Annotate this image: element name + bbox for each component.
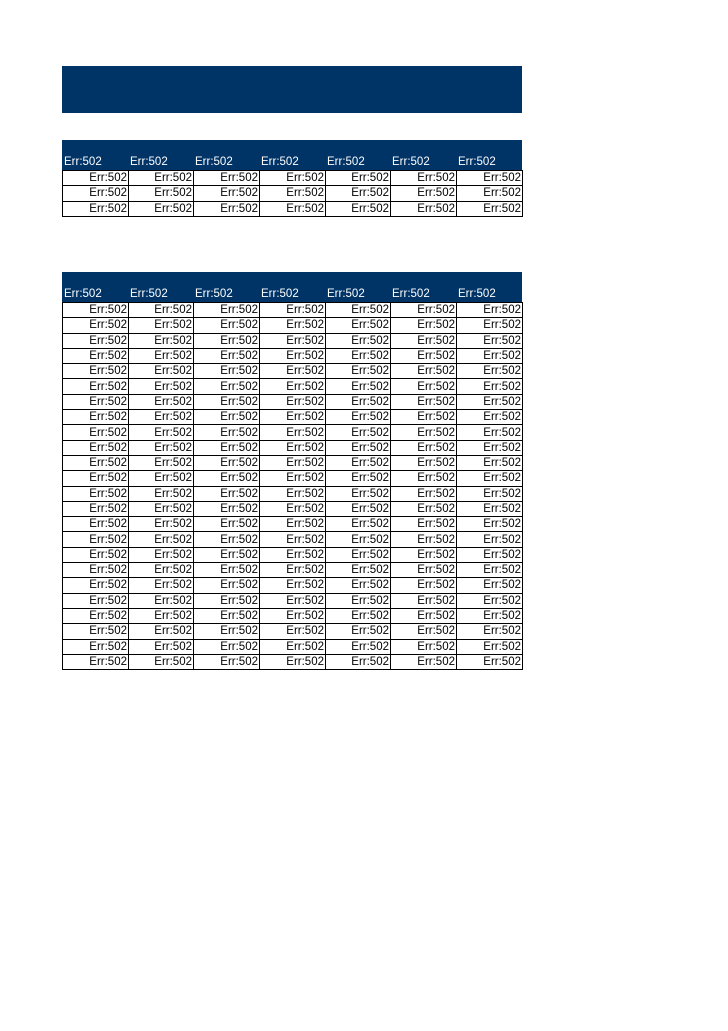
table-row — [63, 593, 523, 608]
summary-table-grid — [62, 170, 523, 217]
table-cell: Err:502 — [260, 440, 326, 455]
table-cell: Err:502 — [391, 608, 457, 623]
column-header: Err:502 — [458, 156, 496, 168]
table-cell: Err:502 — [260, 593, 326, 608]
table-cell: Err:502 — [63, 333, 129, 348]
table-cell: Err:502 — [457, 593, 523, 608]
table-cell: Err:502 — [260, 578, 326, 593]
table-row — [63, 547, 523, 562]
table-cell: Err:502 — [391, 394, 457, 409]
table-cell: Err:502 — [129, 186, 194, 201]
table-cell: Err:502 — [194, 608, 260, 623]
table-row — [63, 440, 523, 455]
table-cell: Err:502 — [260, 501, 326, 516]
table-cell: Err:502 — [129, 440, 194, 455]
table-cell: Err:502 — [194, 201, 260, 216]
table-cell: Err:502 — [391, 171, 457, 186]
table-cell: Err:502 — [457, 624, 523, 639]
table-cell: Err:502 — [391, 563, 457, 578]
table-cell: Err:502 — [326, 348, 391, 363]
column-header: Err:502 — [64, 288, 102, 300]
table-cell: Err:502 — [457, 410, 523, 425]
table-cell: Err:502 — [326, 532, 391, 547]
table-cell: Err:502 — [457, 201, 523, 216]
table-cell: Err:502 — [391, 410, 457, 425]
table-cell: Err:502 — [326, 364, 391, 379]
table-cell: Err:502 — [194, 639, 260, 654]
table-cell: Err:502 — [63, 318, 129, 333]
table-cell: Err:502 — [391, 455, 457, 470]
title-banner — [62, 66, 522, 113]
table-cell: Err:502 — [194, 654, 260, 669]
table-cell: Err:502 — [260, 318, 326, 333]
table-cell: Err:502 — [260, 471, 326, 486]
table-cell: Err:502 — [326, 455, 391, 470]
table-row — [63, 578, 523, 593]
table-cell: Err:502 — [457, 578, 523, 593]
table-cell: Err:502 — [260, 455, 326, 470]
table-row — [63, 186, 523, 201]
table-cell: Err:502 — [129, 455, 194, 470]
table-cell: Err:502 — [129, 364, 194, 379]
table-cell: Err:502 — [457, 563, 523, 578]
table-cell: Err:502 — [457, 318, 523, 333]
table-cell: Err:502 — [129, 471, 194, 486]
table-cell: Err:502 — [457, 547, 523, 562]
table-cell: Err:502 — [457, 364, 523, 379]
table-cell: Err:502 — [326, 501, 391, 516]
table-row — [63, 455, 523, 470]
table-row — [63, 654, 523, 669]
detail-table-grid — [62, 302, 523, 670]
table-cell: Err:502 — [63, 348, 129, 363]
table-cell: Err:502 — [194, 563, 260, 578]
table-cell: Err:502 — [194, 440, 260, 455]
table-cell: Err:502 — [194, 471, 260, 486]
table-cell: Err:502 — [63, 394, 129, 409]
table-cell: Err:502 — [129, 425, 194, 440]
table-cell: Err:502 — [457, 440, 523, 455]
table-cell: Err:502 — [391, 318, 457, 333]
table-cell: Err:502 — [194, 348, 260, 363]
table-cell: Err:502 — [457, 608, 523, 623]
table-cell: Err:502 — [194, 333, 260, 348]
table-cell: Err:502 — [63, 201, 129, 216]
table-cell: Err:502 — [129, 608, 194, 623]
column-header: Err:502 — [261, 288, 299, 300]
detail-table — [62, 272, 522, 670]
table-cell: Err:502 — [129, 624, 194, 639]
table-cell: Err:502 — [63, 578, 129, 593]
table-row — [63, 303, 523, 318]
table-cell: Err:502 — [391, 593, 457, 608]
table-row — [63, 532, 523, 547]
table-cell: Err:502 — [129, 333, 194, 348]
table-cell: Err:502 — [457, 639, 523, 654]
column-header: Err:502 — [392, 288, 430, 300]
table-cell: Err:502 — [63, 410, 129, 425]
table-cell: Err:502 — [457, 425, 523, 440]
table-cell: Err:502 — [391, 547, 457, 562]
summary-table — [62, 140, 522, 217]
table-cell: Err:502 — [391, 578, 457, 593]
column-header: Err:502 — [458, 288, 496, 300]
table-cell: Err:502 — [391, 425, 457, 440]
table-cell: Err:502 — [129, 501, 194, 516]
column-header: Err:502 — [327, 156, 365, 168]
table-cell: Err:502 — [391, 471, 457, 486]
summary-table-header-band — [62, 140, 522, 170]
table-row — [63, 563, 523, 578]
table-row — [63, 410, 523, 425]
table-row — [63, 517, 523, 532]
table-cell: Err:502 — [260, 624, 326, 639]
table-cell: Err:502 — [260, 654, 326, 669]
table-row — [63, 608, 523, 623]
table-cell: Err:502 — [194, 517, 260, 532]
table-cell: Err:502 — [63, 517, 129, 532]
table-cell: Err:502 — [63, 624, 129, 639]
table-cell: Err:502 — [63, 654, 129, 669]
table-cell: Err:502 — [194, 455, 260, 470]
table-cell: Err:502 — [194, 379, 260, 394]
table-cell: Err:502 — [326, 186, 391, 201]
table-cell: Err:502 — [63, 186, 129, 201]
table-row — [63, 171, 523, 186]
table-cell: Err:502 — [326, 440, 391, 455]
table-cell: Err:502 — [63, 639, 129, 654]
table-cell: Err:502 — [260, 532, 326, 547]
table-cell: Err:502 — [391, 501, 457, 516]
table-cell: Err:502 — [326, 517, 391, 532]
table-cell: Err:502 — [391, 201, 457, 216]
table-cell: Err:502 — [391, 517, 457, 532]
column-header: Err:502 — [130, 288, 168, 300]
table-row — [63, 364, 523, 379]
table-cell: Err:502 — [326, 547, 391, 562]
table-row — [63, 486, 523, 501]
table-cell: Err:502 — [326, 333, 391, 348]
table-cell: Err:502 — [129, 410, 194, 425]
table-cell: Err:502 — [63, 471, 129, 486]
column-header: Err:502 — [64, 156, 102, 168]
column-header: Err:502 — [195, 288, 233, 300]
table-cell: Err:502 — [260, 333, 326, 348]
table-cell: Err:502 — [194, 364, 260, 379]
detail-table-header-band — [62, 272, 522, 302]
table-cell: Err:502 — [457, 333, 523, 348]
table-cell: Err:502 — [129, 303, 194, 318]
table-cell: Err:502 — [260, 348, 326, 363]
table-cell: Err:502 — [326, 486, 391, 501]
table-cell: Err:502 — [391, 624, 457, 639]
table-cell: Err:502 — [194, 547, 260, 562]
table-cell: Err:502 — [194, 410, 260, 425]
table-cell: Err:502 — [457, 186, 523, 201]
table-cell: Err:502 — [129, 348, 194, 363]
table-cell: Err:502 — [129, 486, 194, 501]
table-cell: Err:502 — [260, 394, 326, 409]
table-row — [63, 425, 523, 440]
table-cell: Err:502 — [457, 486, 523, 501]
table-cell: Err:502 — [194, 593, 260, 608]
table-cell: Err:502 — [391, 532, 457, 547]
table-cell: Err:502 — [63, 440, 129, 455]
table-cell: Err:502 — [457, 654, 523, 669]
table-cell: Err:502 — [391, 186, 457, 201]
table-row — [63, 639, 523, 654]
table-cell: Err:502 — [63, 364, 129, 379]
table-cell: Err:502 — [129, 547, 194, 562]
table-cell: Err:502 — [194, 578, 260, 593]
table-cell: Err:502 — [457, 379, 523, 394]
table-cell: Err:502 — [260, 379, 326, 394]
table-cell: Err:502 — [457, 455, 523, 470]
table-cell: Err:502 — [129, 532, 194, 547]
table-cell: Err:502 — [326, 624, 391, 639]
table-cell: Err:502 — [326, 425, 391, 440]
table-cell: Err:502 — [260, 410, 326, 425]
table-cell: Err:502 — [129, 517, 194, 532]
table-cell: Err:502 — [194, 624, 260, 639]
table-cell: Err:502 — [260, 186, 326, 201]
table-cell: Err:502 — [391, 440, 457, 455]
table-row — [63, 201, 523, 216]
table-cell: Err:502 — [260, 364, 326, 379]
table-cell: Err:502 — [391, 303, 457, 318]
table-cell: Err:502 — [260, 171, 326, 186]
table-cell: Err:502 — [63, 171, 129, 186]
table-cell: Err:502 — [260, 639, 326, 654]
table-row — [63, 624, 523, 639]
table-cell: Err:502 — [63, 379, 129, 394]
table-cell: Err:502 — [391, 348, 457, 363]
table-cell: Err:502 — [326, 608, 391, 623]
table-cell: Err:502 — [260, 201, 326, 216]
table-cell: Err:502 — [194, 394, 260, 409]
table-cell: Err:502 — [194, 486, 260, 501]
table-cell: Err:502 — [194, 303, 260, 318]
table-cell: Err:502 — [129, 379, 194, 394]
table-cell: Err:502 — [326, 379, 391, 394]
table-cell: Err:502 — [326, 593, 391, 608]
table-cell: Err:502 — [260, 517, 326, 532]
table-cell: Err:502 — [194, 532, 260, 547]
table-cell: Err:502 — [391, 639, 457, 654]
table-row — [63, 471, 523, 486]
table-cell: Err:502 — [129, 639, 194, 654]
table-cell: Err:502 — [129, 318, 194, 333]
column-header: Err:502 — [130, 156, 168, 168]
table-cell: Err:502 — [63, 486, 129, 501]
table-cell: Err:502 — [457, 471, 523, 486]
table-cell: Err:502 — [129, 654, 194, 669]
table-cell: Err:502 — [391, 379, 457, 394]
table-cell: Err:502 — [260, 303, 326, 318]
table-cell: Err:502 — [194, 186, 260, 201]
table-row — [63, 318, 523, 333]
table-cell: Err:502 — [326, 318, 391, 333]
table-cell: Err:502 — [63, 532, 129, 547]
table-cell: Err:502 — [326, 563, 391, 578]
table-cell: Err:502 — [260, 486, 326, 501]
table-cell: Err:502 — [457, 532, 523, 547]
column-header: Err:502 — [195, 156, 233, 168]
table-cell: Err:502 — [457, 303, 523, 318]
table-cell: Err:502 — [326, 654, 391, 669]
table-cell: Err:502 — [63, 593, 129, 608]
table-cell: Err:502 — [63, 455, 129, 470]
table-cell: Err:502 — [391, 364, 457, 379]
table-cell: Err:502 — [129, 394, 194, 409]
table-cell: Err:502 — [391, 486, 457, 501]
detail-table-header-row — [62, 286, 522, 302]
table-cell: Err:502 — [260, 425, 326, 440]
table-row — [63, 379, 523, 394]
table-cell: Err:502 — [457, 394, 523, 409]
summary-table-header-row — [62, 154, 522, 170]
table-row — [63, 501, 523, 516]
table-cell: Err:502 — [326, 410, 391, 425]
table-cell: Err:502 — [129, 171, 194, 186]
table-cell: Err:502 — [391, 654, 457, 669]
table-cell: Err:502 — [260, 563, 326, 578]
table-cell: Err:502 — [194, 501, 260, 516]
table-cell: Err:502 — [129, 563, 194, 578]
table-row — [63, 348, 523, 363]
table-cell: Err:502 — [326, 201, 391, 216]
table-cell: Err:502 — [194, 171, 260, 186]
table-row — [63, 394, 523, 409]
table-cell: Err:502 — [326, 578, 391, 593]
table-cell: Err:502 — [63, 303, 129, 318]
table-cell: Err:502 — [63, 425, 129, 440]
table-cell: Err:502 — [129, 578, 194, 593]
table-cell: Err:502 — [391, 333, 457, 348]
table-cell: Err:502 — [63, 501, 129, 516]
table-cell: Err:502 — [326, 639, 391, 654]
table-cell: Err:502 — [260, 608, 326, 623]
table-row — [63, 333, 523, 348]
table-cell: Err:502 — [457, 517, 523, 532]
table-cell: Err:502 — [457, 501, 523, 516]
table-cell: Err:502 — [326, 394, 391, 409]
table-cell: Err:502 — [63, 563, 129, 578]
table-cell: Err:502 — [129, 201, 194, 216]
table-cell: Err:502 — [63, 608, 129, 623]
column-header: Err:502 — [261, 156, 299, 168]
table-cell: Err:502 — [326, 471, 391, 486]
column-header: Err:502 — [392, 156, 430, 168]
table-cell: Err:502 — [457, 171, 523, 186]
table-cell: Err:502 — [63, 547, 129, 562]
table-cell: Err:502 — [194, 425, 260, 440]
table-cell: Err:502 — [457, 348, 523, 363]
table-cell: Err:502 — [194, 318, 260, 333]
table-cell: Err:502 — [260, 547, 326, 562]
table-cell: Err:502 — [129, 593, 194, 608]
table-cell: Err:502 — [326, 171, 391, 186]
table-cell: Err:502 — [326, 303, 391, 318]
column-header: Err:502 — [327, 288, 365, 300]
